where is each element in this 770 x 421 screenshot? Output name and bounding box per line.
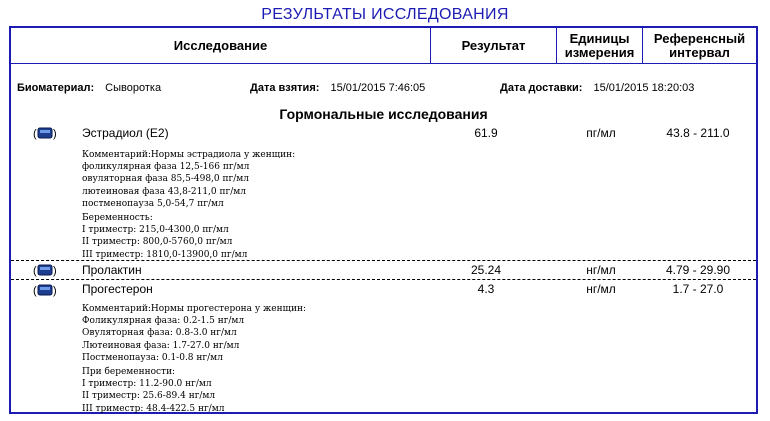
report-title: РЕЗУЛЬТАТЫ ИССЛЕДОВАНИЯ bbox=[261, 6, 509, 23]
section-title: Гормональные исследования bbox=[279, 106, 488, 122]
svg-text:): ) bbox=[53, 265, 57, 277]
test-name: Пролактин bbox=[82, 263, 142, 277]
test-units: пг/мл bbox=[586, 126, 616, 140]
taken-value: 15/01/2015 7:46:05 bbox=[330, 82, 426, 94]
test-comment: Комментарий:Нормы прогестерона у женщин: Фоликулярная фаза: 0.2-1.5 нг/мл Овуляторная фаза: 0.8-3.0 нг/мл Лютеиновая фаза: 1.7-27.0 нг/мл Постменопауза: 0.1-0.8 нг/мл При беременности: I триместр: 11.2-90.0 нг/мл II триместр: 25.6-89.4 нг/мл III триместр: 48.4-422.5 нг/мл bbox=[82, 304, 307, 414]
row-separator bbox=[11, 279, 756, 280]
row-separator bbox=[11, 260, 756, 261]
header-result: Результат bbox=[431, 28, 557, 64]
svg-text:): ) bbox=[53, 128, 57, 140]
svg-text:(: ( bbox=[33, 285, 37, 297]
test-reference: 1.7 - 27.0 bbox=[672, 282, 724, 296]
test-name: Прогестерон bbox=[82, 282, 153, 296]
test-reference: 43.8 - 211.0 bbox=[666, 126, 730, 140]
header-test: Исследование bbox=[11, 28, 431, 64]
test-row bbox=[11, 125, 756, 141]
header-reference: Референсный интервал bbox=[643, 28, 756, 64]
test-reference: 4.79 - 29.90 bbox=[665, 263, 731, 277]
meta-biomaterial bbox=[17, 82, 161, 94]
meta-delivered bbox=[500, 82, 694, 94]
meta-taken bbox=[250, 82, 425, 94]
test-row bbox=[11, 281, 756, 297]
svg-text:(: ( bbox=[33, 128, 37, 140]
header-units: Единицы измерения bbox=[557, 28, 643, 64]
taken-label: Дата взятия: bbox=[250, 82, 320, 94]
test-name: Эстрадиол (Е2) bbox=[82, 126, 169, 140]
svg-text:(: ( bbox=[33, 265, 37, 277]
biomaterial-label: Биоматериал: bbox=[17, 82, 95, 94]
delivered-value: 15/01/2015 18:20:03 bbox=[593, 82, 695, 94]
svg-text:): ) bbox=[53, 285, 57, 297]
test-result: 25.24 bbox=[470, 263, 502, 277]
results-table bbox=[9, 26, 758, 414]
delivered-label: Дата доставки: bbox=[500, 82, 583, 94]
test-result: 61.9 bbox=[474, 126, 498, 140]
test-row bbox=[11, 262, 756, 278]
test-units: нг/мл bbox=[586, 282, 616, 296]
test-comment: Комментарий:Нормы эстрадиола у женщин: фоликулярная фаза 12,5-166 пг/мл овуляторная фаза 85,5-498,0 пг/мл лютеиновая фаза 43,8-211,0 пг/мл постменопауза 5,0-54,7 пг/мл Беременность: I триместр: 215,0-4300,0 пг/мл II триместр: 800,0-5760,0 пг/мл III триместр: 1810,0-13900,0 пг/мл bbox=[82, 150, 296, 260]
test-result: 4.3 bbox=[477, 282, 495, 296]
test-units: нг/мл bbox=[586, 263, 616, 277]
biomaterial-value: Сыворотка bbox=[105, 82, 162, 94]
